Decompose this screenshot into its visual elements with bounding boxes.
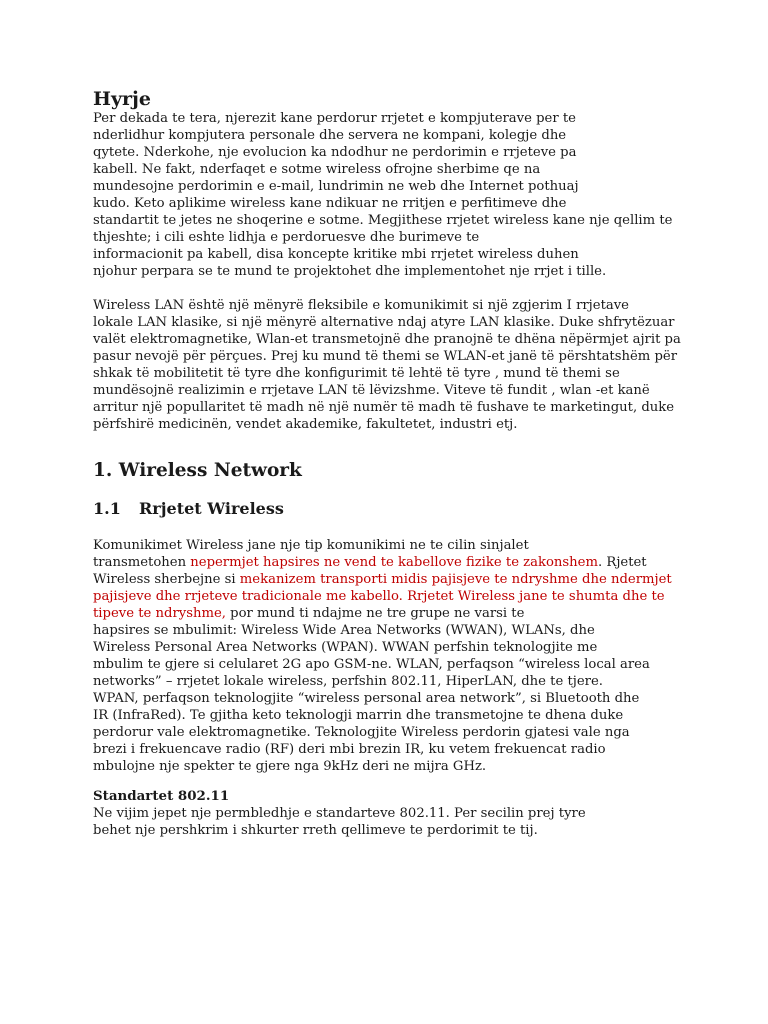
text-line: shkak të mobilitetit të tyre dhe konfigurimit të lehtë të tyre , mund të themi se bbox=[93, 366, 620, 381]
text-line: mundësojnë realizimin e rrjetave LAN të lëvizshme. Viteve të fundit , wlan -et kanë bbox=[93, 383, 650, 398]
text-line bbox=[93, 554, 693, 571]
wlan-paragraph bbox=[93, 297, 693, 433]
text-run: Wireless sherbejne si bbox=[93, 572, 240, 587]
highlighted-line: pajisjeve dhe rrjeteve tradicionale me kabello. Rrjetet Wireless jane te shumta dhe te bbox=[93, 589, 665, 604]
text-line: thjeshte; i cili eshte lidhja e perdoruesve dhe burimeve te bbox=[93, 230, 480, 245]
text-run: por mund ti ndajme ne tre grupe ne varsi te bbox=[225, 606, 525, 621]
paragraph-spacer bbox=[93, 280, 693, 297]
paragraph-spacer bbox=[93, 519, 693, 537]
document-page bbox=[93, 88, 693, 839]
subsection-heading bbox=[93, 499, 693, 519]
text-line: IR (InfraRed). Te gjitha keto teknologji marrin dhe transmetojne te dhena duke bbox=[93, 708, 624, 723]
highlighted-text: nepermjet hapsires ne vend te kabellove fizike te zakonshem bbox=[190, 555, 598, 570]
standards-heading: Standartet 802.11 bbox=[93, 788, 230, 804]
text-line: nderlidhur kompjutera personale dhe servera ne kompani, kolegje dhe bbox=[93, 128, 567, 143]
text-line: behet nje pershkrim i shkurter rreth qellimeve te perdorimit te tij. bbox=[93, 823, 538, 838]
text-line: Per dekada te tera, njerezit kane perdorur rrjetet e kompjuterave per te bbox=[93, 111, 576, 126]
text-line: qytete. Nderkohe, nje evolucion ka ndodhur ne perdorimin e rrjeteve pa bbox=[93, 145, 577, 160]
text-line: kudo. Keto aplikime wireless kane ndikuar ne rritjen e perfitimeve dhe bbox=[93, 196, 567, 211]
text-line: pasur nevojë për përçues. Prej ku mund të themi se WLAN-et janë të përshtatshëm për bbox=[93, 349, 678, 364]
intro-paragraph bbox=[93, 110, 693, 280]
text-line: mbulojne nje spekter te gjere nga 9kHz deri ne mijra GHz. bbox=[93, 759, 487, 774]
text-line: kabell. Ne fakt, nderfaqet e sotme wireless ofrojne sherbime qe na bbox=[93, 162, 541, 177]
text-line: njohur perpara se te mund te projektohet dhe implementohet nje rrjet i tille. bbox=[93, 264, 607, 279]
text-line: Wireless Personal Area Networks (WPAN). WWAN perfshin teknologjite me bbox=[93, 640, 598, 655]
text-line: brezi i frekuencave radio (RF) deri mbi brezin IR, ku vetem frekuencat radio bbox=[93, 742, 606, 757]
text-line: Komunikimet Wireless jane nje tip komunikimi ne te cilin sinjalet bbox=[93, 538, 529, 553]
text-run: . Rjetet bbox=[598, 555, 647, 570]
highlighted-text: tipeve te ndryshme, bbox=[93, 606, 226, 621]
text-line: WPAN, perfaqson teknologjite “wireless personal area network”, si Bluetooth dhe bbox=[93, 691, 640, 706]
text-line: standartit te jetes ne shoqerine e sotme. Megjithese rrjetet wireless kane nje qellim te bbox=[93, 213, 673, 228]
text-line bbox=[93, 571, 693, 588]
text-run: transmetohen bbox=[93, 555, 191, 570]
text-line: Ne vijim jepet nje permbledhje e standarteve 802.11. Per secilin prej tyre bbox=[93, 806, 586, 821]
text-line: hapsires se mbulimit: Wireless Wide Area Networks (WWAN), WLANs, dhe bbox=[93, 623, 595, 638]
text-line: perdorur vale elektromagnetike. Teknologjite Wireless perdorin gjatesi vale nga bbox=[93, 725, 630, 740]
wireless-paragraph bbox=[93, 537, 693, 775]
subsection-title: Rrjetet Wireless bbox=[139, 499, 284, 518]
text-line: networks” – rrjetet lokale wireless, perfshin 802.11, HiperLAN, dhe te tjere. bbox=[93, 674, 603, 689]
intro-heading: Hyrje bbox=[93, 88, 151, 110]
highlighted-text: mekanizem transporti midis pajisjeve te ndryshme dhe ndermjet bbox=[239, 572, 672, 587]
section-heading: 1. Wireless Network bbox=[93, 460, 302, 481]
text-line: përfshirë medicinën, vendet akademike, fakultetet, industri etj. bbox=[93, 417, 518, 432]
text-line: arritur një popullaritet të madh në një numër të madh të fushave te marketingut, duke bbox=[93, 400, 675, 415]
text-line: valët elektromagnetike, Wlan-et transmetojnë dhe pranojnë te dhëna nëpërmjet ajrit pa bbox=[93, 332, 681, 347]
text-line: informacionit pa kabell, disa koncepte kritike mbi rrjetet wireless duhen bbox=[93, 247, 579, 262]
text-line: lokale LAN klasike, si një mënyrë alternative ndaj atyre LAN klasike. Duke shfrytëzuar bbox=[93, 315, 675, 330]
subsection-number: 1.1 bbox=[93, 499, 121, 518]
text-line: mundesojne perdorimin e e-mail, lundrimin ne web dhe Internet pothuaj bbox=[93, 179, 579, 194]
standards-paragraph bbox=[93, 805, 693, 839]
text-line bbox=[93, 605, 693, 622]
text-line: Wireless LAN është një mënyrë fleksibile e komunikimit si një zgjerim I rrjetave bbox=[93, 298, 629, 313]
text-line: mbulim te gjere si celularet 2G apo GSM-ne. WLAN, perfaqson “wireless local area bbox=[93, 657, 650, 672]
